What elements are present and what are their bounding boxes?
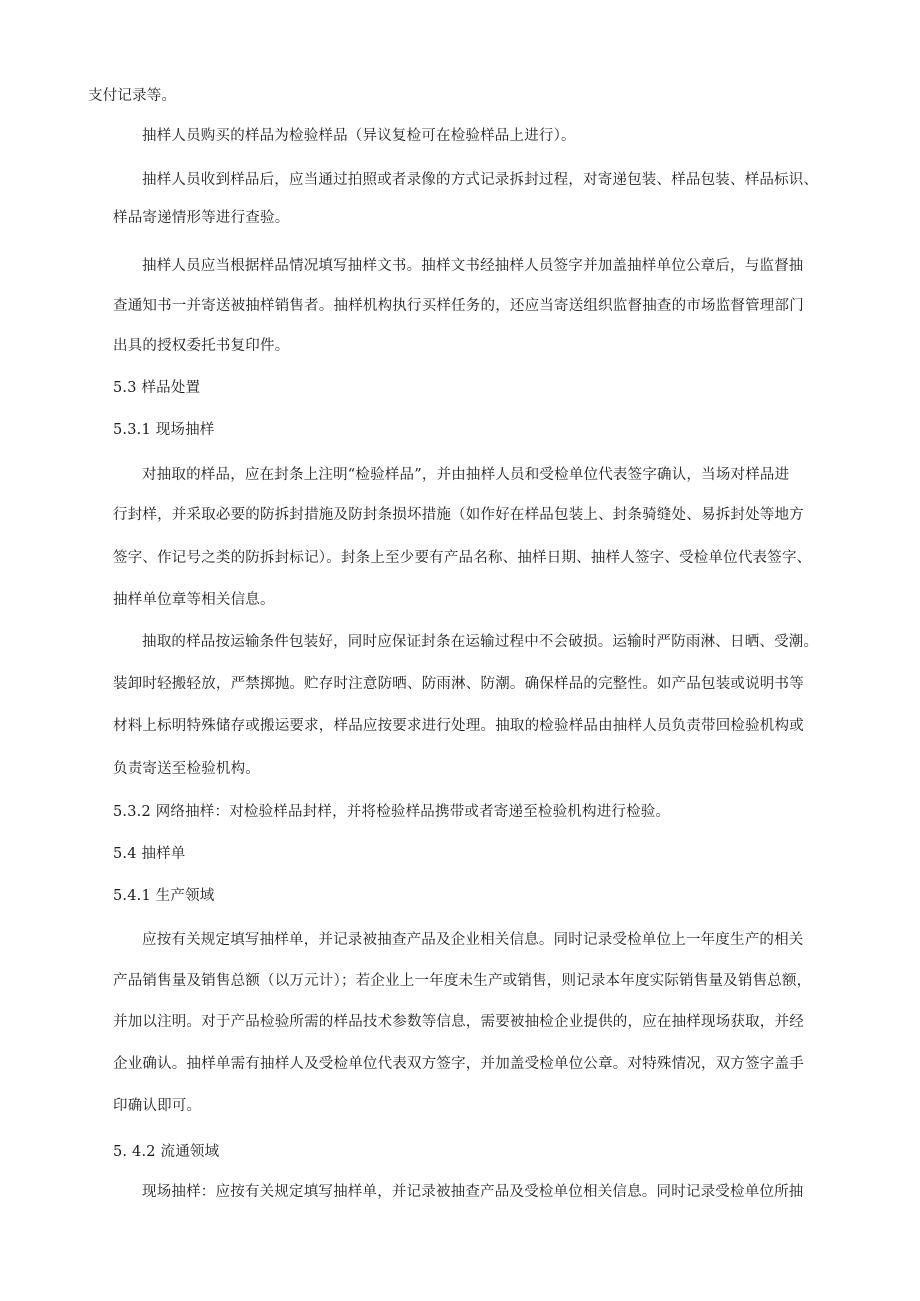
heading-5-4-1: 5.4.1 生产领域 <box>113 888 215 904</box>
paragraph-production-line-5: 印确认即可。 <box>113 1098 202 1114</box>
paragraph-production-line-1: 应按有关规定填写抽样单，并记录被抽查产品及企业相关信息。同时记录受检单位上一年度生产的相关 <box>142 932 804 948</box>
paragraph-circulation-line-1: 现场抽样：应按有关规定填写抽样单，并记录被抽查产品及受检单位相关信息。同时记录受检单位所抽 <box>142 1184 804 1200</box>
paragraph-intro-tail: 支付记录等。 <box>88 88 177 104</box>
paragraph-transport-line-2: 装卸时轻搬轻放，严禁掷抛。贮存时注意防晒、防雨淋、防潮。确保样品的完整性。如产品包装或说明书等 <box>113 676 804 692</box>
paragraph-purchase-sample: 抽样人员购买的样品为检验样品（异议复检可在检验样品上进行）。 <box>142 128 576 144</box>
paragraph-seal-line-1: 对抽取的样品，应在封条上注明“检验样品”，并由抽样人员和受检单位代表签字确认，当场对样品进 <box>142 467 790 483</box>
paragraph-production-line-4: 企业确认。抽样单需有抽样人及受检单位代表双方签字，并加盖受检单位公章。对特殊情况，双方签字盖手 <box>113 1056 804 1072</box>
paragraph-seal-line-2: 行封样，并采取必要的防拆封措施及防封条损坏措施（如作好在样品包装上、封条骑缝处、易拆封处等地方 <box>113 507 804 523</box>
heading-5-4: 5.4 抽样单 <box>113 846 186 862</box>
paragraph-5-3-2: 5.3.2 网络抽样：对检验样品封样，并将检验样品携带或者寄递至检验机构进行检验。 <box>113 804 671 820</box>
paragraph-production-line-3: 并加以注明。对于产品检验所需的样品技术参数等信息，需要被抽检企业提供的，应在抽样现场获取，并经 <box>113 1014 804 1030</box>
paragraph-fill-doc-line-2: 查通知书一并寄送被抽样销售者。抽样机构执行买样任务的，还应当寄送组织监督抽查的市场监督管理部门 <box>113 298 804 314</box>
paragraph-seal-line-4: 抽样单位章等相关信息。 <box>113 592 275 608</box>
heading-5-3-1: 5.3.1 现场抽样 <box>113 422 215 438</box>
paragraph-fill-doc-line-3: 出具的授权委托书复印件。 <box>113 338 290 354</box>
paragraph-seal-line-3: 签字、作记号之类的防拆封标记）。封条上至少要有产品名称、抽样日期、抽样人签字、受检单位代表签字、 <box>113 550 812 566</box>
heading-5-3: 5.3 样品处置 <box>113 380 201 396</box>
paragraph-receive-sample-line-2: 样品寄递情形等进行查验。 <box>113 210 290 226</box>
paragraph-production-line-2: 产品销售量及销售总额（以万元计）；若企业上一年度未生产或销售，则记录本年度实际销售量及销售总额， <box>113 973 812 989</box>
paragraph-transport-line-3: 材料上标明特殊储存或搬运要求，样品应按要求进行处理。抽取的检验样品由抽样人员负责带回检验机构或 <box>113 718 804 734</box>
paragraph-transport-line-4: 负责寄送至检验机构。 <box>113 761 260 777</box>
heading-5-4-2: 5. 4.2 流通领域 <box>113 1144 220 1160</box>
paragraph-fill-doc-line-1: 抽样人员应当根据样品情况填写抽样文书。抽样文书经抽样人员签字并加盖抽样单位公章后，与监督抽 <box>142 258 804 274</box>
paragraph-transport-line-1: 抽取的样品按运输条件包装好，同时应保证封条在运输过程中不会破损。运输时严防雨淋、日晒、受潮。 <box>142 634 819 650</box>
paragraph-receive-sample-line-1: 抽样人员收到样品后，应当通过拍照或者录像的方式记录拆封过程，对寄递包装、样品包装、样品标识、 <box>142 172 819 188</box>
